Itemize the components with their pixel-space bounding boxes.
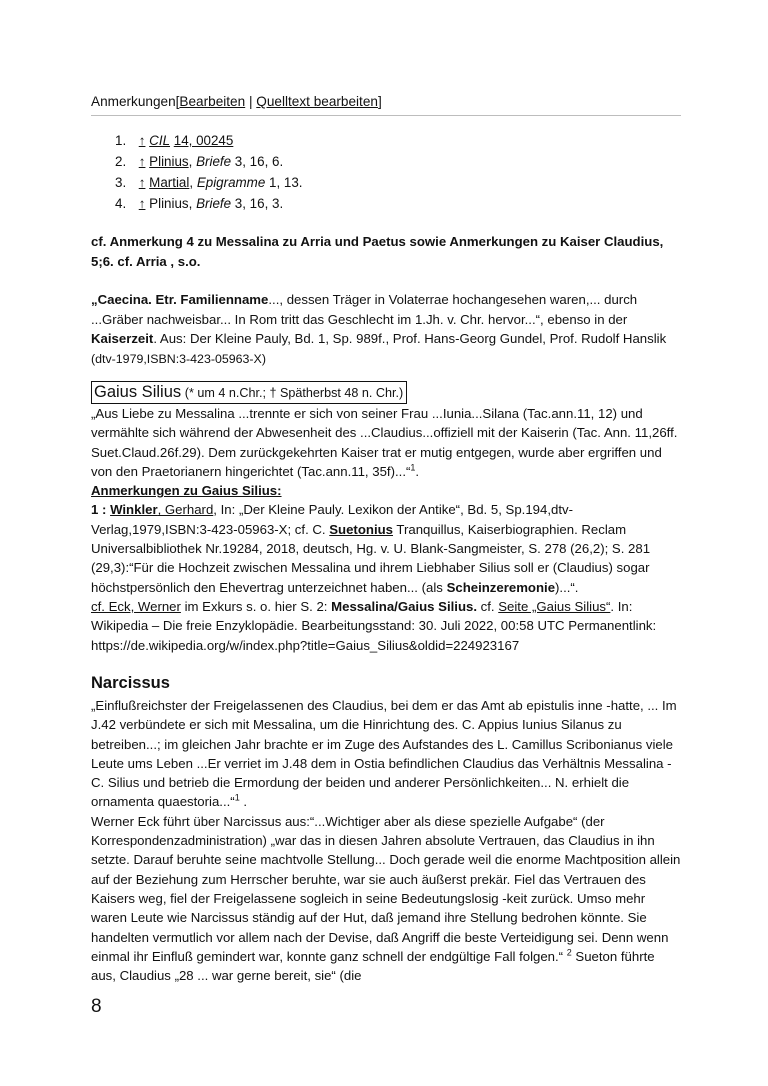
ref-number: 1. — [115, 133, 127, 148]
edit-link[interactable]: Bearbeiten — [179, 94, 246, 109]
reference-item: 3. ↑ Martial, Epigramme 1, 13. — [115, 172, 303, 193]
silius-cf-eck — [91, 597, 681, 655]
winkler-link[interactable]: Winkler — [110, 502, 158, 518]
caecina-isbn: (dtv-1979,ISBN:3-423-05963-X) — [91, 351, 266, 366]
narcissus-text: „Einflußreichster der Freigelassenen des Claudius, bei dem er das Amt ab epistulis inne -hatte, ... Im J.42 verbündete er sich mit Messalina, um die Hinrichtung des. C. Appius Iunius Silanus zu betreiben...; im gleichen Jahr brachte er im Zuge des Aufstandes des L. Camillus Scribonianus viele Leute ums Leben ...Er verriet im J.48 dem in Ostia befindlichen Claudius das Verhältnis Messalina - C. Silius und betrieb die Ermordung der beiden und anderer Persönlichkeiten... N. erhielt die ornamenta quaestoria...“ — [91, 698, 677, 810]
edit-source-link[interactable]: Quelltext bearbeiten — [256, 94, 378, 109]
footnote-marker: 2 — [566, 947, 572, 958]
silius-heading — [91, 381, 681, 404]
cf-bold: Messalina/Gaius Silius. — [331, 598, 477, 614]
reference-item: 2. ↑ Plinius, Briefe 3, 16, 6. — [115, 151, 303, 172]
section-title: Anmerkungen — [91, 94, 176, 109]
narcissus-paragraph-2 — [91, 812, 681, 986]
note-number: 1 : — [91, 502, 111, 518]
cf-text: im Exkurs s. o. hier S. 2: — [180, 598, 332, 614]
narcissus-section — [91, 696, 681, 985]
backlink-arrow[interactable]: ↑ — [138, 154, 146, 169]
ref-locus: 3, 16, 6. — [234, 154, 284, 169]
note-text: Tranquillus, Kaiserbiographien. Reclam Universalbibliothek Nr.19284, 2018, deutsch, Hg. v. U. Blank-Sangmeister, S. 278 (26,2); S. 281 (29,3):“Für die Hochzeit zwischen Messalina und ihrem Liebhaber Silius soll er (Claudius) sogar höchstpersönlich den Ehevertrag unterzeichnet haben... (als — [91, 521, 651, 595]
ref-work: Briefe — [196, 154, 232, 169]
narcissus-title: Narcissus — [91, 674, 170, 692]
narcissus-text: Sueton führte aus, Claudius „28 ... war gerne bereit, sie“ (die — [91, 948, 655, 984]
reference-list — [115, 130, 303, 214]
reference-item — [115, 193, 303, 214]
ref-number: 4. — [115, 196, 127, 211]
note-text: )...“. — [555, 579, 579, 595]
ref-locus: 1, 13. — [269, 175, 303, 190]
silius-notes-heading: Anmerkungen zu Gaius Silius: — [91, 483, 282, 499]
punct: . — [239, 794, 248, 810]
gerhard-link[interactable]: , Gerhard — [157, 502, 214, 518]
ref-link-number[interactable]: 14, 00245 — [173, 133, 234, 148]
narcissus-text: Werner Eck führt über Narcissus aus:“...Wichtiger aber als diese spezielle Aufgabe“ (der Korrespondenzadministration) „war das in diesen Jahren absolute Vertrauen, das Claudius in ihn setzte. Darauf beruhte seine machtvolle Stellung... Doch gerade weil die enorme Machtposition allein auf der Beziehung zum Herrscher beruhte, war sie auch äußerst prekär. Fiel das Vertrauen des Kaisers weg, fiel der Freigelassene sogleich in seine Bedeutungslosig -keit zurück. Umso mehr waren Leute wie Narcissus ständig auf der Hut, daß jemand ihre Stellung bedrohen könnte. Sie handelten vermutlich vor allem nach der Devise, daß Angriff die beste Verteidigung sei. Denn wenn einmal ihr Einfluß gemindert war, konnte ganz schnell der endgültige Fall folgen.“ — [91, 813, 681, 964]
silius-heading-box — [91, 381, 407, 404]
silius-paragraph — [91, 404, 681, 481]
note-text: , In: „Der Kleine Pauly. Lexikon der Antike“, Bd. 5, Sp.194,dtv-Verlag,1979,ISBN:3-423-05963-X; cf. C. — [91, 502, 573, 537]
ref-link-cil[interactable]: CIL — [149, 133, 171, 148]
suetonius-link[interactable]: Suetonius — [329, 521, 393, 537]
ref-link-martial[interactable]: Martial — [149, 175, 190, 190]
backlink-arrow[interactable]: ↑ — [138, 133, 146, 148]
ref-link-plinius[interactable]: Plinius — [149, 154, 189, 169]
page-number: 8 — [91, 996, 102, 1017]
ref-number: 2. — [115, 154, 127, 169]
caecina-text: ..., dessen Träger in Volaterrae hochangesehen waren,... durch ...Gräber nachweisbar... In Rom tritt das Geschlecht im 1.Jh. v. Chr. hervor...“, ebenso in der — [91, 292, 638, 327]
kaiserzeit-term: Kaiserzeit — [91, 331, 154, 346]
ref-author: Plinius, — [149, 196, 193, 211]
cf-text: cf. — [477, 598, 499, 614]
caecina-term: „Caecina. Etr. Familienname — [91, 292, 269, 307]
silius-section — [91, 404, 681, 655]
reference-item — [115, 130, 303, 151]
caecina-source: . Aus: Der Kleine Pauly, Bd. 1, Sp. 989f., Prof. Hans-Georg Gundel, Prof. Rudolf Hanslik — [153, 331, 667, 346]
ref-work: Briefe — [196, 196, 232, 211]
cf-note: cf. Anmerkung 4 zu Messalina zu Arria und Paetus sowie Anmerkungen zu Kaiser Claudius, 5;6. cf. Arria , s.o. — [91, 234, 664, 269]
eck-link[interactable]: cf. Eck, Werner — [91, 598, 181, 614]
silius-note-1 — [91, 500, 681, 596]
silius-title: Gaius Silius — [94, 383, 182, 401]
section-header: Anmerkungen[Bearbeiten | Quelltext bearbeiten] — [91, 93, 681, 116]
ref-number: 3. — [115, 175, 127, 190]
cf-text: . In: Wikipedia – Die freie Enzyklopädie. Bearbeitungsstand: 30. Juli 2022, 00:58 UTC Permanentlink: https://de.wikipedia.org/w/index.php?title=Gaius_Silius&oldid=224923167 — [91, 598, 657, 653]
ref-work: Epigramme — [196, 175, 266, 190]
narcissus-paragraph-1 — [91, 696, 681, 812]
scheinzeremonie-term: Scheinzeremonie — [446, 579, 556, 595]
footnote-marker: 1 — [234, 793, 240, 804]
backlink-arrow[interactable]: ↑ — [138, 196, 146, 211]
separator: | — [248, 94, 253, 109]
wiki-page-link[interactable]: Seite „Gaius Silius“ — [498, 598, 611, 614]
caecina-paragraph — [91, 290, 681, 369]
backlink-arrow[interactable]: ↑ — [138, 175, 146, 190]
footnote-marker: 1 — [410, 462, 416, 473]
silius-text: „Aus Liebe zu Messalina ...trennte er sich von seiner Frau ...Iunia...Silana (Tac.ann.11, 12) und vermählte sich während der Abwesenheit des ...Claudius...offiziell mit der Kaiserin (Tac. Ann. 11,26ff. Suet.Claud.26f.29). Dem zurückgekehrten Kaiser trat er mutig entgegen, wurde aber ergriffen und von den Praetorianern hingerichtet (Tac.ann.11, 35f)...“ — [91, 406, 678, 479]
silius-dates: (* um 4 n.Chr.; † Spätherbst 48 n. Chr.) — [184, 386, 404, 400]
ref-locus: 3, 16, 3. — [234, 196, 284, 211]
punct: . — [415, 463, 420, 479]
